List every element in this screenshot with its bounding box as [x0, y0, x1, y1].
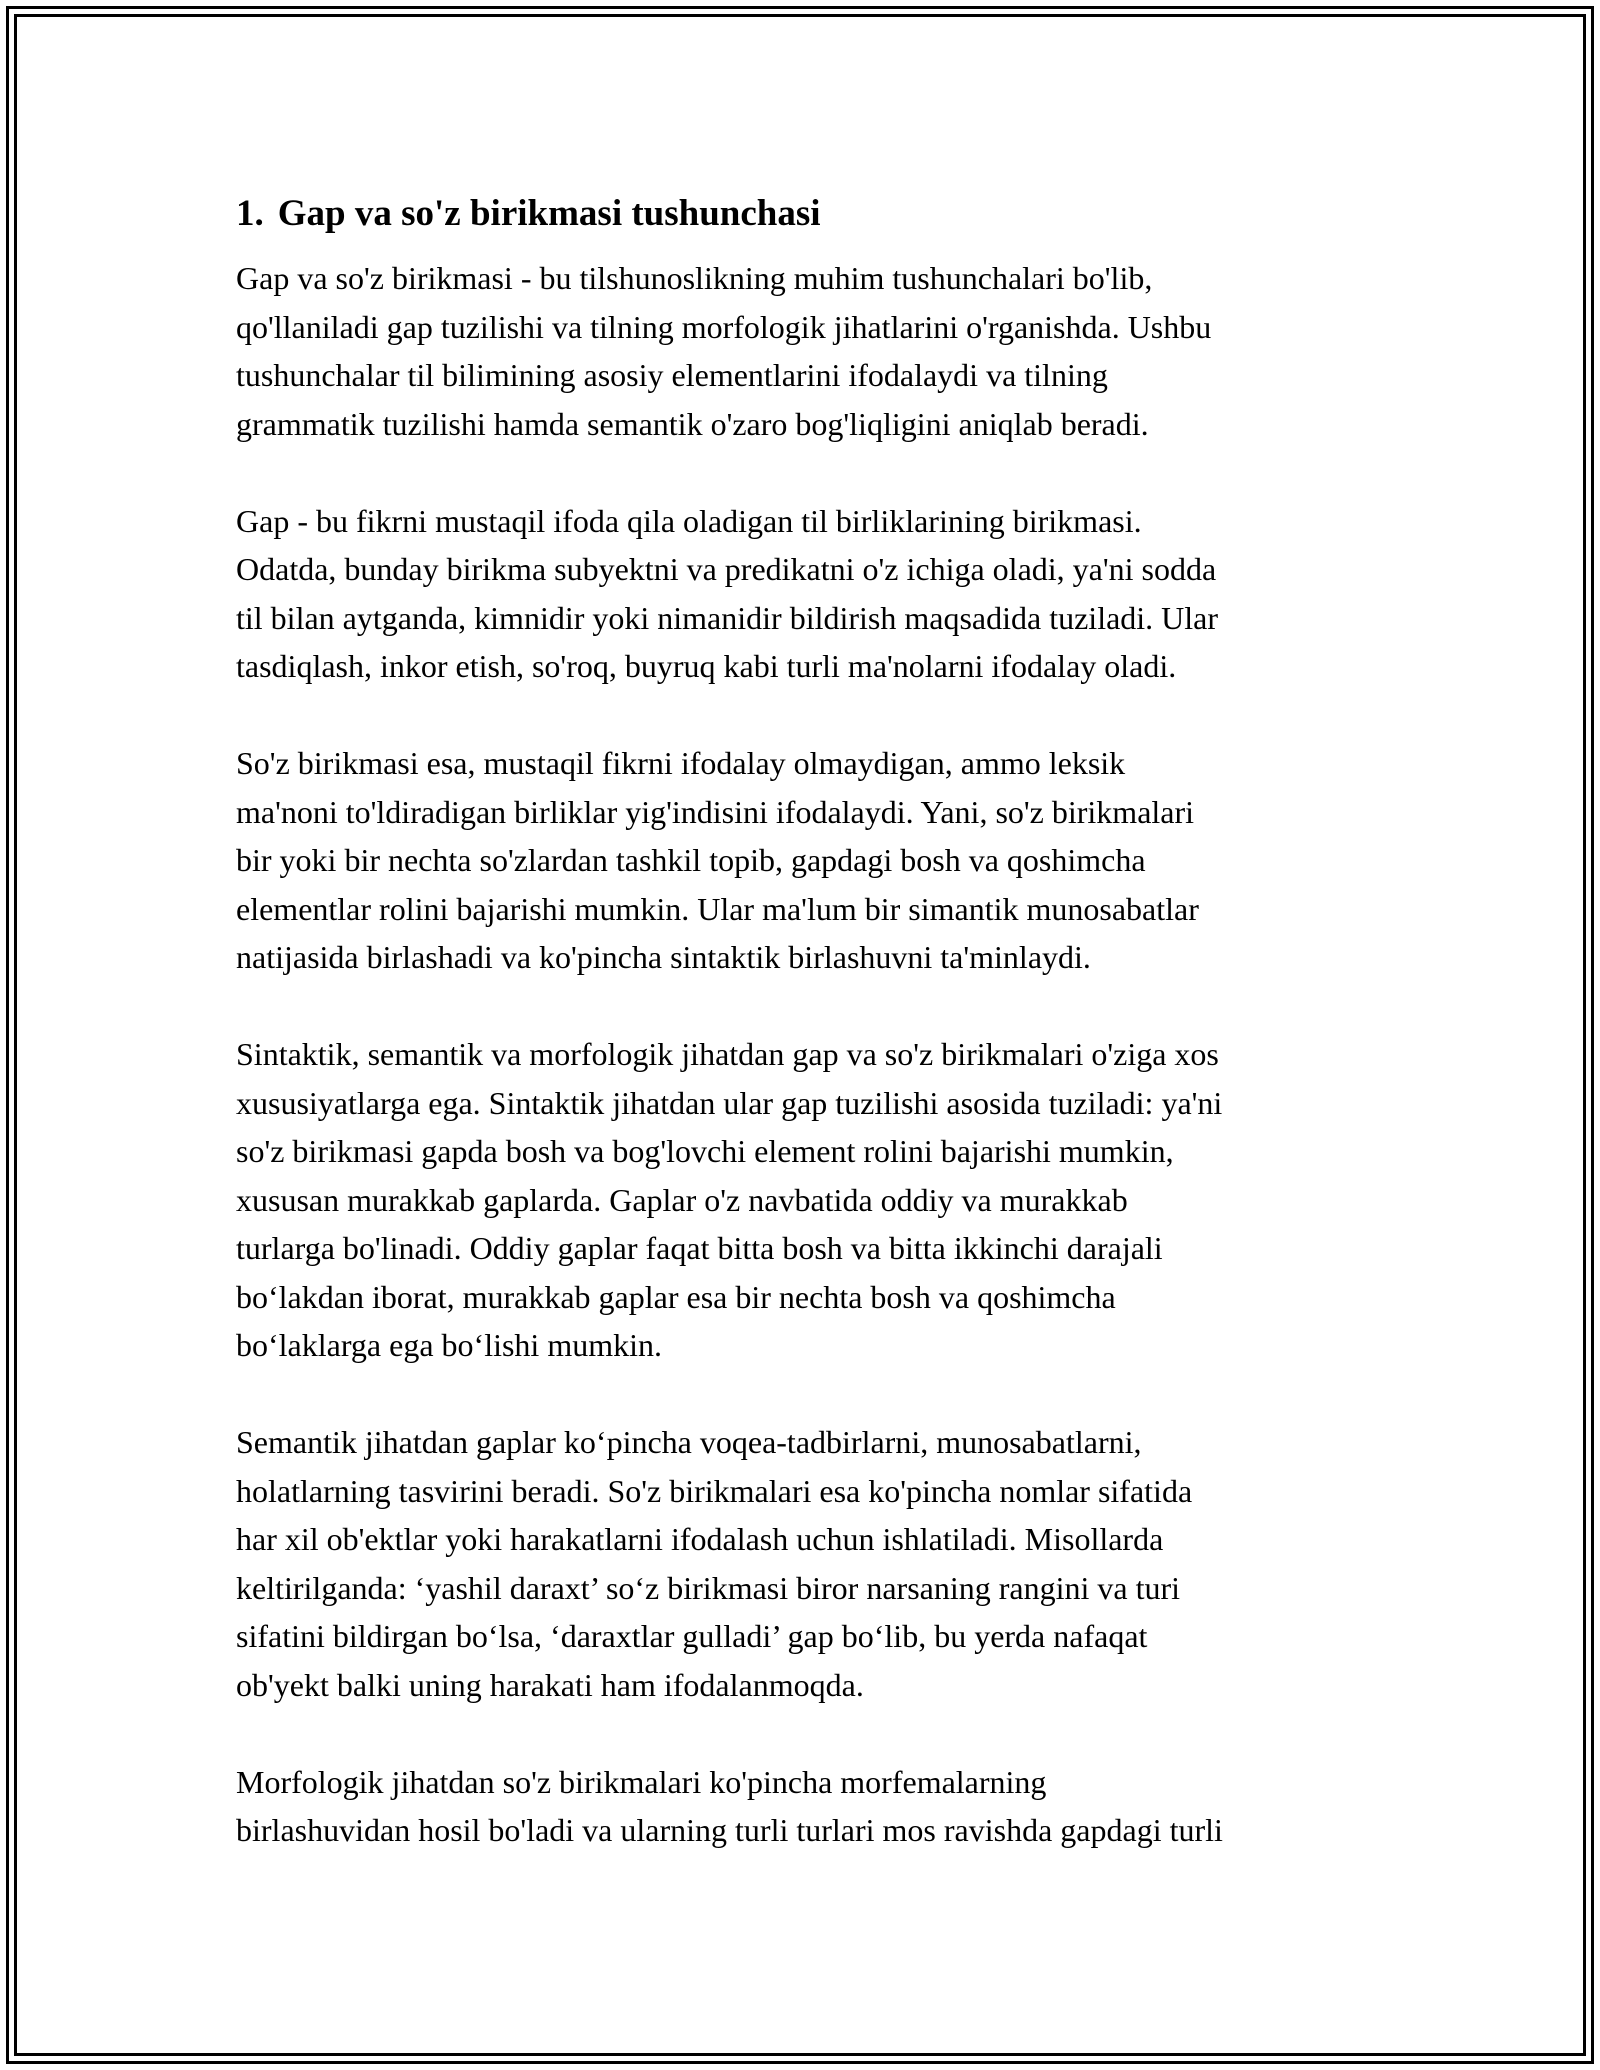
- text-line: keltirilganda: ‘yashil daraxt’ so‘z birikmasi biror narsaning rangini va turi: [236, 1569, 1181, 1606]
- section-title: Gap va so'z birikmasi tushunchasi: [277, 193, 821, 234]
- section-heading: [236, 186, 1376, 242]
- text-line: bir yoki bir nechta so'zlardan tashkil topib, gapdagi bosh va qoshimcha: [236, 842, 1146, 878]
- paragraph-3: [236, 739, 1376, 982]
- text-line: Sintaktik, semantik va morfologik jihatdan gap va so'z birikmalari o'ziga xos: [236, 1036, 1219, 1072]
- text-line: sifatini bildirgan bo‘lsa, ‘daraxtlar gulladi’ gap bo‘lib, bu yerda nafaqat: [236, 1618, 1148, 1654]
- text-line: bo‘laklarga ega bo‘lishi mumkin.: [236, 1327, 662, 1363]
- text-line: ob'yekt balki uning harakati ham ifodalanmoqda.: [236, 1666, 864, 1703]
- text-line: Morfologik jihatdan so'z birikmalari ko'pincha morfemalarning: [236, 1763, 1047, 1800]
- text-line: tasdiqlash, inkor etish, so'roq, buyruq kabi turli ma'nolarni ifodalay oladi.: [236, 648, 1177, 684]
- paragraph-2: [236, 497, 1376, 691]
- text-line: turlarga bo'linadi. Oddiy gaplar faqat bitta bosh va bitta ikkinchi darajali: [236, 1230, 1163, 1266]
- paragraph-5: [236, 1418, 1376, 1709]
- text-line: Odatda, bunday birikma subyektni va predikatni o'z ichiga oladi, ya'ni sodda: [236, 551, 1217, 587]
- paragraph-1: [236, 254, 1376, 448]
- text-line: natijasida birlashadi va ko'pincha sintaktik birlashuvni ta'minlaydi.: [236, 939, 1091, 975]
- text-line: xususan murakkab gaplarda. Gaplar o'z navbatida oddiy va murakkab: [236, 1181, 1128, 1218]
- text-line: birlashuvidan hosil bo'ladi va ularning turli turlari mos ravishda gapdagi turli: [236, 1812, 1223, 1848]
- text-line: ma'noni to'ldiradigan birliklar yig'indisini ifodalaydi. Yani, so'z birikmalari: [236, 793, 1195, 830]
- text-line: holatlarning tasvirini beradi. So'z birikmalari esa ko'pincha nomlar sifatida: [236, 1472, 1193, 1509]
- text-line: qo'llaniladi gap tuzilishi va tilning morfologik jihatlarini o'rganishda. Ushbu: [236, 308, 1212, 345]
- text-line: bo‘lakdan iborat, murakkab gaplar esa bir nechta bosh va qoshimcha: [236, 1278, 1116, 1315]
- text-line: So'z birikmasi esa, mustaqil fikrni ifodalay olmaydigan, ammo leksik: [236, 745, 1126, 781]
- text-line: Gap va so'z birikmasi - bu tilshunoslikning muhim tushunchalari bo'lib,: [236, 260, 1153, 296]
- text-line: til bilan aytganda, kimnidir yoki nimanidir bildirish maqsadida tuziladi. Ular: [236, 599, 1219, 636]
- text-line: Semantik jihatdan gaplar ko‘pincha voqea-tadbirlarni, munosabatlarni,: [236, 1424, 1142, 1460]
- text-line: xususiyatlarga ega. Sintaktik jihatdan ular gap tuzilishi asosida tuziladi: ya'ni: [236, 1084, 1223, 1121]
- text-line: Gap - bu fikrni mustaqil ifoda qila oladigan til birliklarining birikmasi.: [236, 502, 1142, 539]
- text-line: tushunchalar til bilimining asosiy elementlarini ifodalaydi va tilning: [236, 357, 1108, 393]
- text-line: elementlar rolini bajarishi mumkin. Ular ma'lum bir simantik munosabatlar: [236, 890, 1199, 927]
- section-number: 1.: [236, 193, 264, 234]
- paragraph-4: [236, 1030, 1376, 1370]
- document-body: [236, 186, 1376, 1903]
- paragraph-6: [236, 1758, 1376, 1855]
- text-line: har xil ob'ektlar yoki harakatlarni ifodalash uchun ishlatiladi. Misollarda: [236, 1521, 1164, 1557]
- text-line: so'z birikmasi gapda bosh va bog'lovchi element rolini bajarishi mumkin,: [236, 1133, 1174, 1169]
- text-line: grammatik tuzilishi hamda semantik o'zaro bog'liqligini aniqlab beradi.: [236, 405, 1149, 442]
